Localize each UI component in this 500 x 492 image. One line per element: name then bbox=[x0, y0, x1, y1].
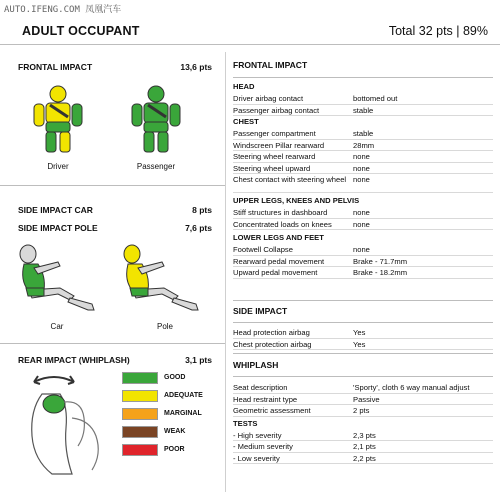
watermark: AUTO.IFENG.COM 凤凰汽车 bbox=[4, 5, 122, 15]
frontal-impact-title: FRONTAL IMPACT bbox=[18, 62, 93, 72]
detail-row bbox=[233, 128, 493, 140]
detail-row bbox=[233, 151, 493, 163]
detail-value: 28mm bbox=[353, 140, 375, 150]
header-divider bbox=[0, 44, 500, 45]
detail-row bbox=[233, 256, 493, 268]
section-divider bbox=[233, 300, 493, 301]
detail-label: Windscreen Pillar rearward bbox=[233, 140, 325, 150]
section-divider bbox=[0, 343, 225, 344]
detail-row bbox=[233, 339, 493, 351]
legend-adequate bbox=[122, 390, 222, 402]
legend-swatch-marginal bbox=[122, 408, 158, 420]
frontal-details bbox=[233, 60, 493, 279]
detail-label: Steering wheel upward bbox=[233, 163, 311, 173]
side-impact-car-points: 8 pts bbox=[192, 205, 212, 215]
chest-subtitle: CHEST bbox=[233, 117, 259, 126]
detail-row bbox=[233, 219, 493, 231]
side-impact-pole-points: 7,6 pts bbox=[185, 223, 212, 233]
detail-label: Passenger compartment bbox=[233, 129, 316, 138]
side-pole-dummy-icon bbox=[118, 238, 208, 316]
car-caption: Car bbox=[50, 322, 64, 331]
detail-row bbox=[233, 163, 493, 175]
legend-swatch-good bbox=[122, 372, 158, 384]
detail-label: Stiff structures in dashboard bbox=[233, 208, 328, 217]
column-divider bbox=[225, 52, 226, 492]
detail-value: none bbox=[353, 175, 370, 184]
pole-caption: Pole bbox=[156, 322, 173, 331]
detail-value: none bbox=[353, 208, 370, 217]
side-impact-details bbox=[233, 300, 493, 350]
detail-value: Brake - 18.2mm bbox=[353, 268, 408, 277]
detail-row bbox=[233, 140, 493, 152]
detail-label: Upward pedal movement bbox=[233, 268, 318, 277]
detail-value: stable bbox=[353, 129, 374, 138]
detail-value: stable bbox=[353, 105, 374, 115]
detail-label: Chest contact with steering wheel bbox=[233, 175, 347, 184]
legend-label: MARGINAL bbox=[164, 410, 202, 417]
detail-label: - Low severity bbox=[233, 453, 280, 463]
detail-label: Driver airbag contact bbox=[233, 94, 304, 103]
detail-row bbox=[233, 453, 493, 465]
detail-label: - Medium severity bbox=[233, 442, 293, 451]
legend-weak bbox=[122, 426, 222, 438]
detail-value: none bbox=[353, 163, 370, 173]
detail-label: Rearward pedal movement bbox=[233, 256, 325, 266]
detail-label: Chest protection airbag bbox=[233, 339, 312, 349]
side-car-dummy-icon bbox=[14, 238, 104, 316]
detail-row bbox=[233, 441, 493, 453]
detail-value: none bbox=[353, 152, 370, 161]
legend-swatch-poor bbox=[122, 444, 158, 456]
detail-row bbox=[233, 327, 493, 339]
detail-value: bottomed out bbox=[353, 94, 398, 103]
head-subtitle: HEAD bbox=[233, 82, 255, 91]
whiplash-seat-icon bbox=[12, 370, 112, 482]
rear-impact-title: REAR IMPACT (WHIPLASH) bbox=[18, 355, 130, 365]
page-title: ADULT OCCUPANT bbox=[22, 24, 140, 38]
detail-label: Head restraint type bbox=[233, 394, 298, 404]
section-divider bbox=[233, 353, 493, 354]
legend-label: ADEQUATE bbox=[164, 392, 203, 399]
detail-value: Yes bbox=[353, 328, 366, 337]
detail-label: Geometric assessment bbox=[233, 406, 311, 415]
total-score: Total 32 pts | 89% bbox=[388, 24, 488, 38]
detail-value: Yes bbox=[353, 339, 366, 349]
legend-label: GOOD bbox=[164, 374, 186, 381]
legend-swatch-adequate bbox=[122, 390, 158, 402]
legend-swatch-weak bbox=[122, 426, 158, 438]
detail-value: 'Sporty', cloth 6 way manual adjust bbox=[353, 383, 470, 392]
detail-row bbox=[233, 207, 493, 219]
detail-value: Brake - 71.7mm bbox=[353, 256, 408, 266]
detail-label: Concentrated loads on knees bbox=[233, 219, 332, 229]
whiplash-details bbox=[233, 353, 493, 464]
legend-label: WEAK bbox=[164, 428, 186, 435]
rear-impact-points: 3,1 pts bbox=[185, 355, 212, 365]
lower-legs-subtitle: LOWER LEGS AND FEET bbox=[233, 233, 324, 242]
driver-dummy-icon bbox=[28, 84, 88, 156]
side-impact-car-title: SIDE IMPACT CAR bbox=[18, 205, 93, 215]
detail-row bbox=[233, 430, 493, 442]
legend-marginal bbox=[122, 408, 222, 420]
detail-value: 2,2 pts bbox=[353, 453, 376, 463]
detail-label: Seat description bbox=[233, 383, 288, 392]
detail-row bbox=[233, 174, 493, 193]
upper-legs-subtitle: UPPER LEGS, KNEES AND PELVIS bbox=[233, 196, 360, 205]
detail-value: none bbox=[353, 219, 370, 229]
detail-row bbox=[233, 382, 493, 394]
legend-good bbox=[122, 372, 222, 384]
passenger-dummy-icon bbox=[126, 84, 186, 156]
detail-value: 2 pts bbox=[353, 406, 370, 415]
detail-value: Passive bbox=[353, 394, 380, 404]
detail-row bbox=[233, 267, 493, 279]
frontal-impact-points: 13,6 pts bbox=[180, 62, 212, 72]
detail-label: Passenger airbag contact bbox=[233, 105, 320, 115]
side-impact-details-title: SIDE IMPACT bbox=[233, 306, 288, 316]
detail-value: 2,3 pts bbox=[353, 430, 376, 440]
whiplash-details-title: WHIPLASH bbox=[233, 360, 279, 370]
detail-value: 2,1 pts bbox=[353, 442, 376, 451]
detail-value: none bbox=[353, 245, 370, 254]
section-divider bbox=[233, 376, 493, 377]
tests-subtitle: TESTS bbox=[233, 418, 258, 428]
detail-label: Head protection airbag bbox=[233, 328, 310, 337]
side-impact-pole-title: SIDE IMPACT POLE bbox=[18, 223, 98, 233]
section-divider bbox=[0, 185, 225, 186]
driver-caption: Driver bbox=[47, 162, 69, 171]
frontal-details-title: FRONTAL IMPACT bbox=[233, 60, 308, 70]
detail-row bbox=[233, 405, 493, 417]
detail-label: Steering wheel rearward bbox=[233, 152, 316, 161]
detail-row bbox=[233, 244, 493, 256]
detail-row bbox=[233, 394, 493, 406]
section-divider bbox=[233, 322, 493, 323]
detail-row bbox=[233, 105, 493, 117]
section-divider bbox=[233, 77, 493, 78]
legend-label: POOR bbox=[164, 446, 185, 453]
passenger-caption: Passenger bbox=[136, 162, 176, 171]
detail-label: Footwell Collapse bbox=[233, 245, 293, 254]
legend-poor bbox=[122, 444, 222, 456]
detail-row bbox=[233, 93, 493, 105]
detail-label: - High severity bbox=[233, 430, 282, 440]
